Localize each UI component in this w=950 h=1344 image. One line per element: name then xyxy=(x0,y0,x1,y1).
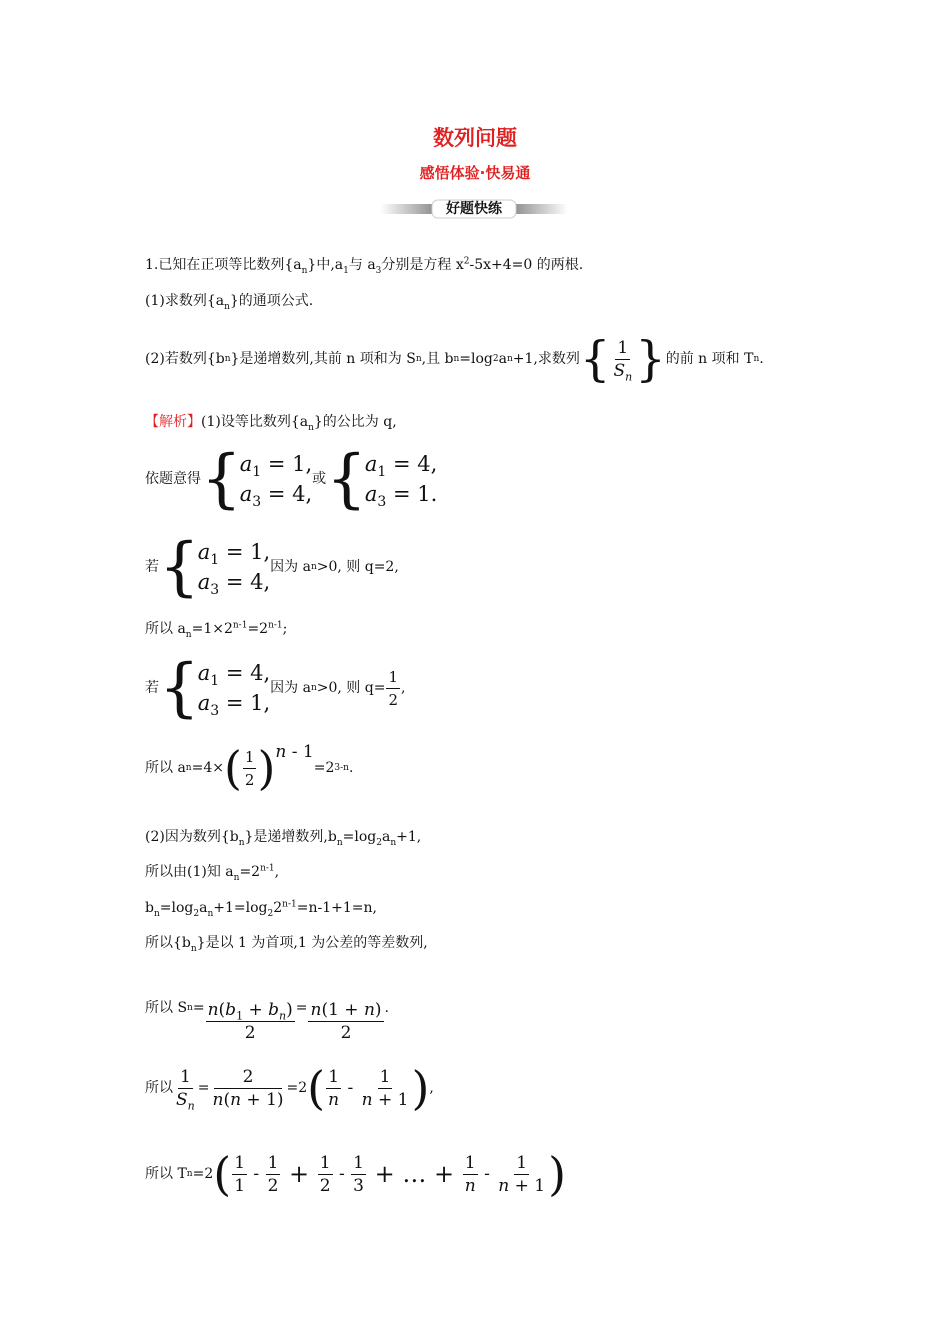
fraction-1-over-sn: $\frac{1}{S_n}$ xyxy=(613,337,633,383)
fraction-sn-2: $\frac{n(1 + n)}{2}$ xyxy=(310,999,382,1043)
solution-line-9: $b_n=\log_2a_n+1=\log_22^{n-1}=n-1+1=n$, xyxy=(145,899,377,919)
solution-line-10: 所以$\{b_n\}$是以 1 为首项,1 为公差的等差数列, xyxy=(145,935,428,954)
left-brace: { xyxy=(579,331,611,387)
banner-text: 好题快练 xyxy=(446,201,502,217)
problem-line-1: 1.已知在正项等比数列$\{a_n\}$中$,a_1$与 $a_3$分别是方程 $x^2-5x+4=0$ 的两根. xyxy=(145,256,584,276)
page-subtitle: 感悟体验·快易通 xyxy=(419,164,531,182)
solution-system-3: 若 { $a_1 = 4$, $a_3 = 1$, 因为 a n >0, 则 q= $\frac{1}{2}$ , xyxy=(145,651,406,725)
analysis-tag: 【解析】 xyxy=(145,414,201,430)
solution-line-12: 所以 $\frac{1}{S_n}$ = $\frac{2}{n(n + 1)}$ =2 ( $\frac{1}{n}$ - $\frac{1}{n + 1}$ ) , xyxy=(145,1061,434,1115)
right-brace: } xyxy=(635,331,666,387)
problem-part-2: (2)若数列{b n }是递增数列,其前 n 项和为 S n ,且 b n =log 2 a n +1,求数列 { $\frac{1}{S_n}$ } 的前 n 项和 T n . xyxy=(145,331,764,387)
fraction-one-half: $\frac{1}{2}$ xyxy=(388,667,398,709)
fraction-sn-1: $\frac{n(b_1 + b_n)}{2}$ xyxy=(207,999,293,1043)
banner xyxy=(380,199,568,219)
solution-line-7: (2)因为数列$\{b_n\}$是递增数列$,b_n=\log_2a_n+1$, xyxy=(145,829,422,848)
solution-line-1: 【解析】(1)设等比数列$\{a_n\}$的公比为 q, xyxy=(145,414,397,433)
problem-part-1: (1)求数列$\{a_n\}$的通项公式. xyxy=(145,293,314,312)
solution-line-6: 所以 a n =4× ( $\frac{1}{2}$ ) n - 1 =2 3-n . xyxy=(145,741,354,795)
page-title: 数列问题 xyxy=(433,126,517,150)
solution-system-1: 依题意得 { $a_1 = 1$, $a_3 = 4$, 或 { $a_1 = 4$, $a_3 = 1$. xyxy=(145,442,438,516)
solution-line-11: 所以 S n = $\frac{n(b_1 + b_n)}{2}$ = $\frac{n(1 + n)}{2}$ . xyxy=(145,999,389,1043)
solution-line-4: 所以 $a_n=1\times 2^{n-1}=2^{n-1}$; xyxy=(145,620,288,640)
solution-line-13: 所以 T n =2 ( $\frac{1}{1}$ - $\frac{1}{2}$ + $\frac{1}{2}$ - $\frac{1}{3}$ + … + $\frac{1}{n}$ - $\frac{1}{n + 1}$ ) xyxy=(145,1147,567,1201)
solution-line-8: 所以由(1)知 $a_n=2^{n-1}$, xyxy=(145,863,280,883)
solution-system-2: 若 { $a_1 = 1$, $a_3 = 4$, 因为 a n >0, 则 q=2, xyxy=(145,530,399,604)
